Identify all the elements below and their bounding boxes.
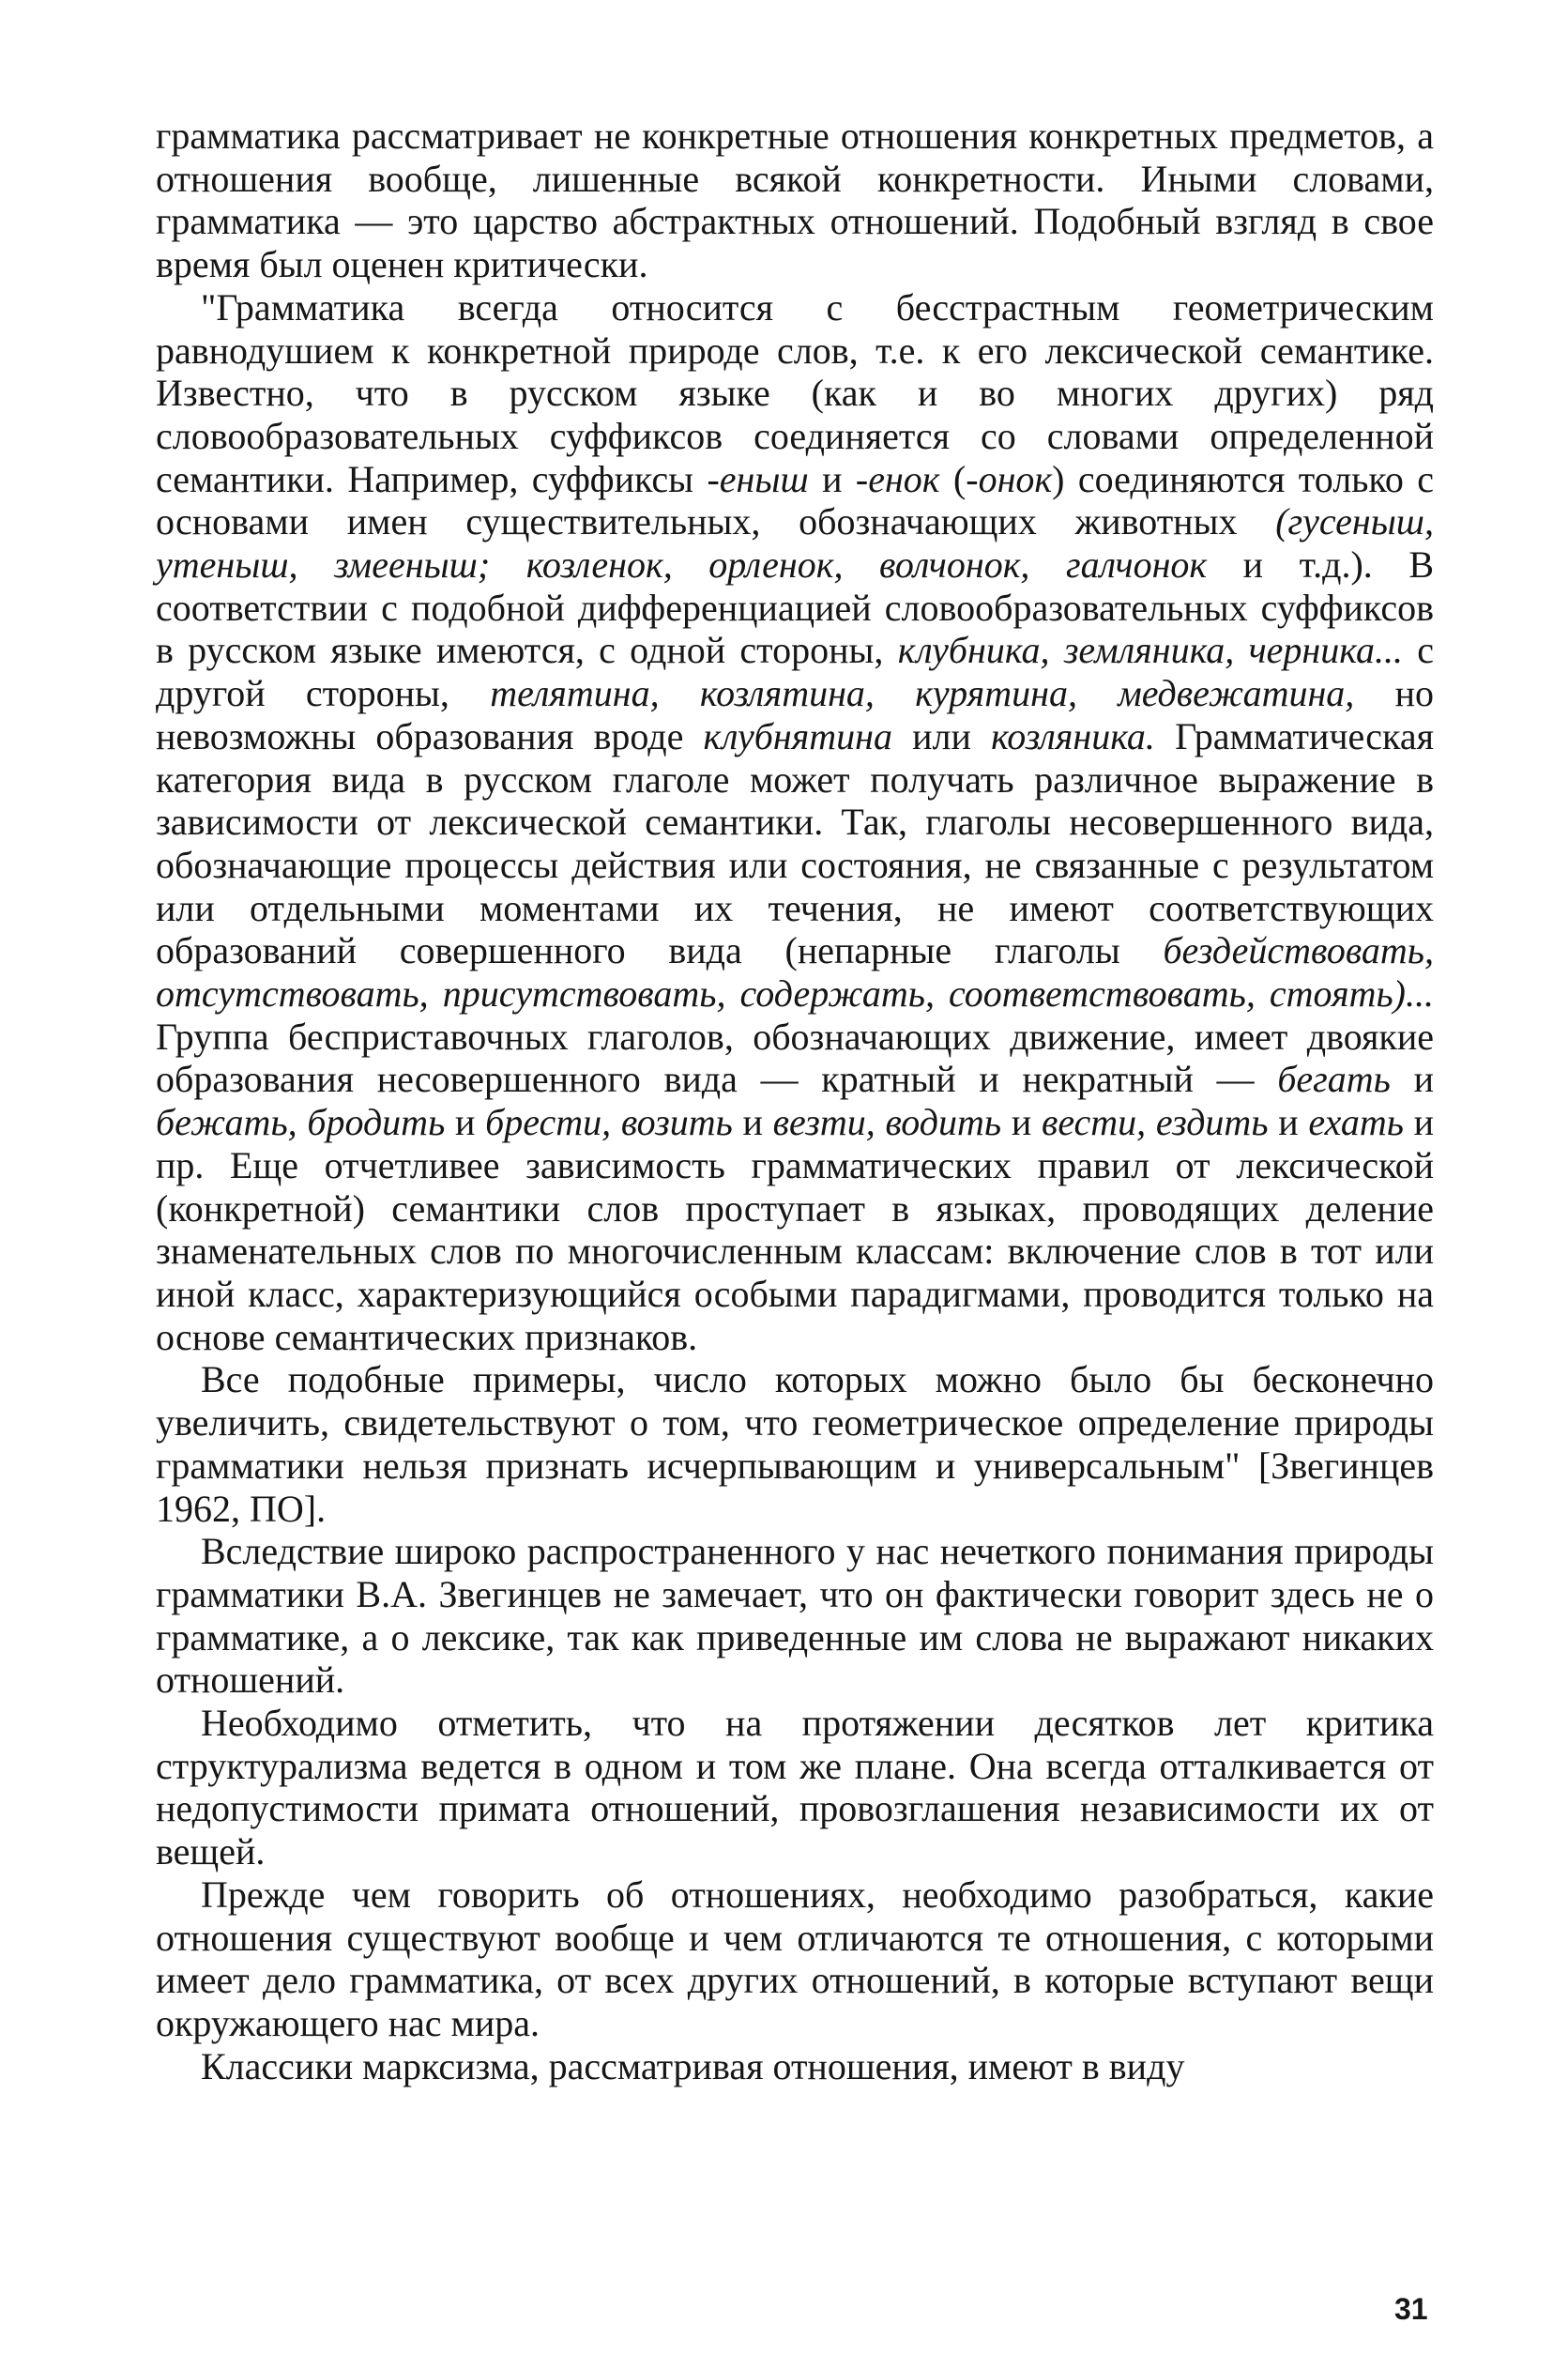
text-run: и — [732, 1101, 773, 1144]
text-run: и — [1001, 1101, 1042, 1144]
text-run: Прежде чем говорить об отношениях, необходимо разобраться, какие отношения существуют вообще и чем отличаются те отношения, с которыми имеет дело грамматика, от всех других отношений, в которые вступают вещи окружающего нас мира. — [156, 1872, 1434, 2044]
text-run: Классики марксизма, рассматривая отношения, имеют в виду — [201, 2044, 1185, 2087]
paragraph — [156, 115, 1434, 286]
text-run: Группа бесприставочных глаголов, обозначающих движение, имеет двоякие образования несовершенного вида — кратный и некратный — — [156, 1015, 1434, 1101]
text-run: Вследствие широко распространенного у нас нечеткого понимания природы грамматики В.А. Звегинцев не замечает, что он фактически говорит здесь не о грамматике, а о лексике, так как приведенные им слова не выражают никаких отношений. — [156, 1530, 1434, 1702]
text-run: и — [808, 457, 856, 500]
paragraph — [156, 1702, 1434, 1873]
text-run: и т.д.). В соответствии с подобной дифференциацией словообразовательных суффиксов в русском языке имеются, с одной стороны, — [156, 543, 1435, 672]
italic-example: козляника. — [991, 714, 1155, 757]
text-run: грамматика рассматривает не конкретные отношения конкретных предметов, а отношения вообще, лишенные всякой конкретности. Иными словами, грамматика — это царство абстрактных отношений. Подобный взгляд в свое время был оценен критически. — [156, 115, 1434, 286]
text-run: "Грамматика всегда относится с бесстрастным геометрическим равнодушием к конкретной природе слов, т.е. к его лексической семантике. Известно, что в русском языке (как и во многих других) ряд словообразовательных суффиксов соединяется со словами определенной семантики. Например, суффиксы — [156, 285, 1434, 500]
text-run: ) соединяются только с основами имен существительных, обозначающих животных — [156, 457, 1434, 543]
text-run: с другой стороны, — [156, 629, 1434, 715]
italic-example: телятина, козлятина, курятина, медвежатина, — [490, 672, 1355, 715]
italic-example: везти, водить — [772, 1101, 1002, 1144]
text-run: Грамматическая категория вида в русском глаголе может получать различное выражение в зависимости от лексической семантики. Так, глаголы несовершенного вида, обозначающие процессы действия или состояния, не связанные с результатом или отдельными моментами их течения, не имеют соответствующих образований совершенного вида (непарные глаголы — [156, 714, 1435, 972]
paragraph — [156, 286, 1434, 1359]
italic-example: бегать — [1277, 1058, 1391, 1101]
italic-example: брести, возить — [485, 1101, 733, 1144]
italic-example: бездействовать, отсутствовать, присутствовать, содержать, соответствовать, стоять)... — [156, 929, 1434, 1016]
text-run: ( — [939, 457, 967, 500]
text-run: и — [1268, 1101, 1309, 1144]
paragraph — [156, 1530, 1434, 1702]
paragraph — [156, 2045, 1434, 2088]
italic-example: -онок — [966, 457, 1053, 500]
text-run: или — [891, 714, 992, 757]
italic-example: вести, ездить — [1041, 1101, 1269, 1144]
text-run: Необходимо отметить, что на протяжении десятков лет критика структурализма ведется в одном и том же плане. Она всегда отталкивается от недопустимости примата отношений, провозглашения независимости их от вещей. — [156, 1702, 1434, 1873]
italic-example: -енок — [855, 457, 940, 500]
italic-example: (гусеныш, утеныш, змееныш; козленок, орленок, волчонок, галчонок — [156, 500, 1434, 587]
paragraph — [156, 1873, 1434, 2045]
page-number: 31 — [1394, 2292, 1428, 2326]
text-run: и пр. Еще отчетливее зависимость грамматических правил от лексической (конкретной) семантики слов проступает в языках, проводящих деление знаменательных слов по многочисленным классам: включение слов в тот или иной класс, характеризующийся особыми парадигмами, проводится только на основе семантических признаков. — [156, 1101, 1435, 1358]
text-run: и — [1390, 1058, 1434, 1101]
text-run: Все подобные примеры, число которых можно было бы бесконечно увеличить, свидетельствуют о том, что геометрическое определение природы грамматики нельзя признать исчерпывающим и универсальным" [Звегинцев 1962, ПО]. — [156, 1358, 1434, 1530]
italic-example: ехать — [1308, 1101, 1404, 1144]
text-run: и — [445, 1101, 486, 1144]
italic-example: -еныш — [707, 457, 809, 500]
italic-example: клубнятина — [703, 714, 892, 757]
italic-example: клубника, земляника, черника... — [897, 629, 1403, 672]
italic-example: бежать, бродить — [156, 1101, 446, 1144]
body-text — [156, 115, 1434, 2087]
paragraph — [156, 1358, 1434, 1530]
text-run: но невозможны образования вроде — [156, 672, 1434, 757]
